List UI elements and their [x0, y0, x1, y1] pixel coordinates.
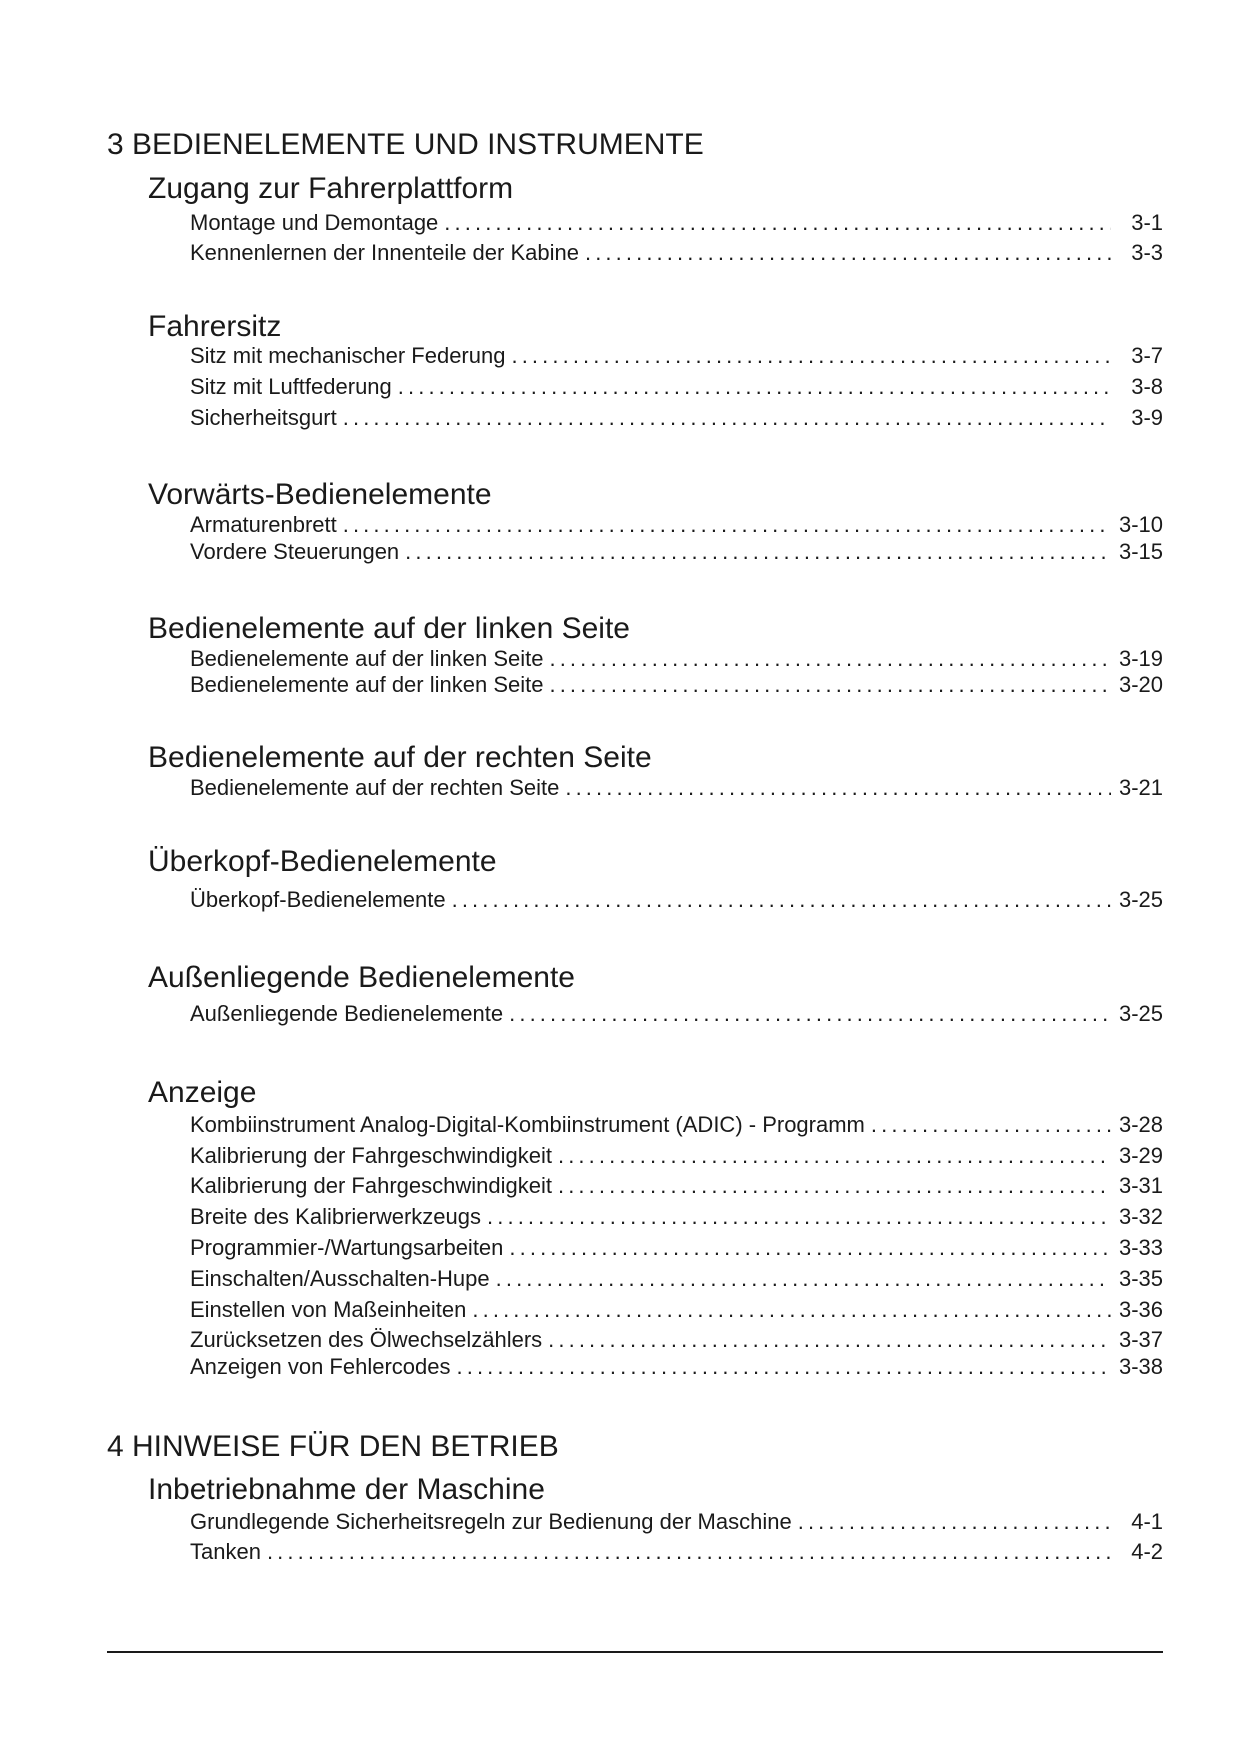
- section-heading: Überkopf-Bedienelemente: [148, 845, 497, 878]
- dot-leader: [798, 1509, 1111, 1535]
- dot-leader: [548, 1327, 1111, 1353]
- dot-leader: [558, 1143, 1111, 1169]
- toc-entry-label: Sitz mit Luftfederung: [190, 374, 392, 399]
- toc-entry-page: 3-31: [1118, 1173, 1163, 1198]
- toc-entry-label: Kalibrierung der Fahrgeschwindigkeit: [190, 1143, 552, 1168]
- toc-entry-page: 3-28: [1118, 1112, 1163, 1137]
- toc-entry[interactable]: [190, 240, 1163, 266]
- toc-entry-label: Programmier-/Wartungsarbeiten: [190, 1235, 504, 1260]
- toc-entry-page: 3-1: [1131, 210, 1163, 235]
- section-heading: Inbetriebnahme der Maschine: [148, 1473, 545, 1506]
- section-heading: Anzeige: [148, 1076, 257, 1109]
- dot-leader: [343, 405, 1111, 431]
- dot-leader: [398, 374, 1111, 400]
- toc-entry[interactable]: [190, 343, 1163, 369]
- toc-entry-page: 4-1: [1131, 1509, 1163, 1534]
- toc-entry-page: 3-25: [1118, 1001, 1163, 1026]
- toc-entry-page: 3-9: [1131, 405, 1163, 430]
- toc-entry-label: Überkopf-Bedienelemente: [190, 887, 446, 912]
- dot-leader: [444, 210, 1111, 236]
- dot-leader: [509, 1235, 1111, 1261]
- toc-entry[interactable]: [190, 1204, 1163, 1230]
- chapter-heading-3: 3 BEDIENELEMENTE UND INSTRUMENTE: [107, 128, 704, 161]
- dot-leader: [549, 646, 1111, 672]
- toc-entry-page: 3-29: [1118, 1143, 1163, 1168]
- toc-entry-label: Zurücksetzen des Ölwechselzählers: [190, 1327, 543, 1352]
- toc-entry-label: Einschalten/Ausschalten-Hupe: [190, 1266, 490, 1291]
- toc-entry-page: 3-38: [1118, 1354, 1163, 1379]
- toc-entry-page: 3-37: [1118, 1327, 1163, 1352]
- toc-entry[interactable]: [190, 887, 1163, 913]
- section-heading: Vorwärts-Bedienelemente: [148, 478, 492, 511]
- toc-entry-label: Breite des Kalibrierwerkzeugs: [190, 1204, 482, 1229]
- chapter-heading-4: 4 HINWEISE FÜR DEN BETRIEB: [107, 1430, 559, 1463]
- footer-rule: [107, 1651, 1163, 1653]
- toc-entry[interactable]: [190, 512, 1163, 538]
- toc-entry-label: Bedienelemente auf der linken Seite: [190, 672, 544, 697]
- toc-entry[interactable]: [190, 1112, 1163, 1138]
- toc-entry-label: Anzeigen von Fehlercodes: [190, 1354, 451, 1379]
- toc-entry[interactable]: [190, 1143, 1163, 1169]
- dot-leader: [558, 1173, 1111, 1199]
- toc-entry-page: 3-19: [1118, 646, 1163, 671]
- toc-entry[interactable]: [190, 1266, 1163, 1292]
- toc-entry-page: 3-35: [1118, 1266, 1163, 1291]
- toc-entry-page: 3-33: [1118, 1235, 1163, 1260]
- toc-entry-page: 3-21: [1118, 775, 1163, 800]
- section-heading: Bedienelemente auf der rechten Seite: [148, 741, 652, 774]
- toc-entry[interactable]: [190, 1354, 1163, 1380]
- toc-entry-page: 3-8: [1131, 374, 1163, 399]
- dot-leader: [452, 887, 1111, 913]
- toc-entry[interactable]: [190, 672, 1163, 698]
- section-heading: Außenliegende Bedienelemente: [148, 961, 575, 994]
- toc-entry-page: 3-25: [1118, 887, 1163, 912]
- toc-entry-page: 3-36: [1118, 1297, 1163, 1322]
- toc-entry-page: 3-3: [1131, 240, 1163, 265]
- toc-entry-label: Armaturenbrett: [190, 512, 337, 537]
- dot-leader: [549, 672, 1111, 698]
- toc-entry-page: 3-15: [1118, 539, 1163, 564]
- toc-entry[interactable]: [190, 1539, 1163, 1565]
- toc-entry[interactable]: [190, 1327, 1163, 1353]
- toc-entry-label: Sicherheitsgurt: [190, 405, 337, 430]
- toc-entry-label: Montage und Demontage: [190, 210, 439, 235]
- dot-leader: [565, 775, 1111, 801]
- dot-leader: [487, 1204, 1111, 1230]
- toc-entry[interactable]: [190, 374, 1163, 400]
- toc-entry-label: Bedienelemente auf der rechten Seite: [190, 775, 560, 800]
- toc-entry-label: Einstellen von Maßeinheiten: [190, 1297, 467, 1322]
- toc-entry[interactable]: [190, 1001, 1163, 1027]
- toc-entry-label: Kennenlernen der Innenteile der Kabine: [190, 240, 579, 265]
- toc-entry[interactable]: [190, 1509, 1163, 1535]
- toc-entry[interactable]: [190, 1235, 1163, 1261]
- toc-entry-label: Tanken: [190, 1539, 261, 1564]
- dot-leader: [267, 1539, 1111, 1565]
- dot-leader: [405, 539, 1111, 565]
- toc-entry-label: Vordere Steuerungen: [190, 539, 400, 564]
- toc-entry[interactable]: [190, 646, 1163, 672]
- toc-entry-page: 3-20: [1118, 672, 1163, 697]
- dot-leader: [585, 240, 1111, 266]
- dot-leader: [457, 1354, 1112, 1380]
- dot-leader: [472, 1297, 1111, 1323]
- toc-entry[interactable]: [190, 210, 1163, 236]
- dot-leader: [871, 1112, 1111, 1138]
- toc-entry[interactable]: [190, 539, 1163, 565]
- toc-entry[interactable]: [190, 1297, 1163, 1323]
- toc-entry-label: Außenliegende Bedienelemente: [190, 1001, 504, 1026]
- toc-entry-label: Grundlegende Sicherheitsregeln zur Bedienung der Maschine: [190, 1509, 792, 1534]
- toc-entry-label: Kombiinstrument Analog-Digital-Kombiinstrument (ADIC) - Programm: [190, 1112, 865, 1137]
- dot-leader: [343, 512, 1111, 538]
- toc-entry-label: Bedienelemente auf der linken Seite: [190, 646, 544, 671]
- toc-entry[interactable]: [190, 1173, 1163, 1199]
- section-heading: Bedienelemente auf der linken Seite: [148, 612, 630, 645]
- dot-leader: [511, 343, 1111, 369]
- toc-entry-page: 3-7: [1131, 343, 1163, 368]
- toc-entry[interactable]: [190, 405, 1163, 431]
- toc-entry-page: 3-32: [1118, 1204, 1163, 1229]
- toc-entry-page: 4-2: [1131, 1539, 1163, 1564]
- dot-leader: [496, 1266, 1111, 1292]
- dot-leader: [509, 1001, 1111, 1027]
- toc-entry[interactable]: [190, 775, 1163, 801]
- section-heading: Zugang zur Fahrerplattform: [148, 172, 514, 205]
- section-heading: Fahrersitz: [148, 310, 282, 343]
- toc-entry-label: Sitz mit mechanischer Federung: [190, 343, 506, 368]
- toc-entry-page: 3-10: [1118, 512, 1163, 537]
- toc-entry-label: Kalibrierung der Fahrgeschwindigkeit: [190, 1173, 552, 1198]
